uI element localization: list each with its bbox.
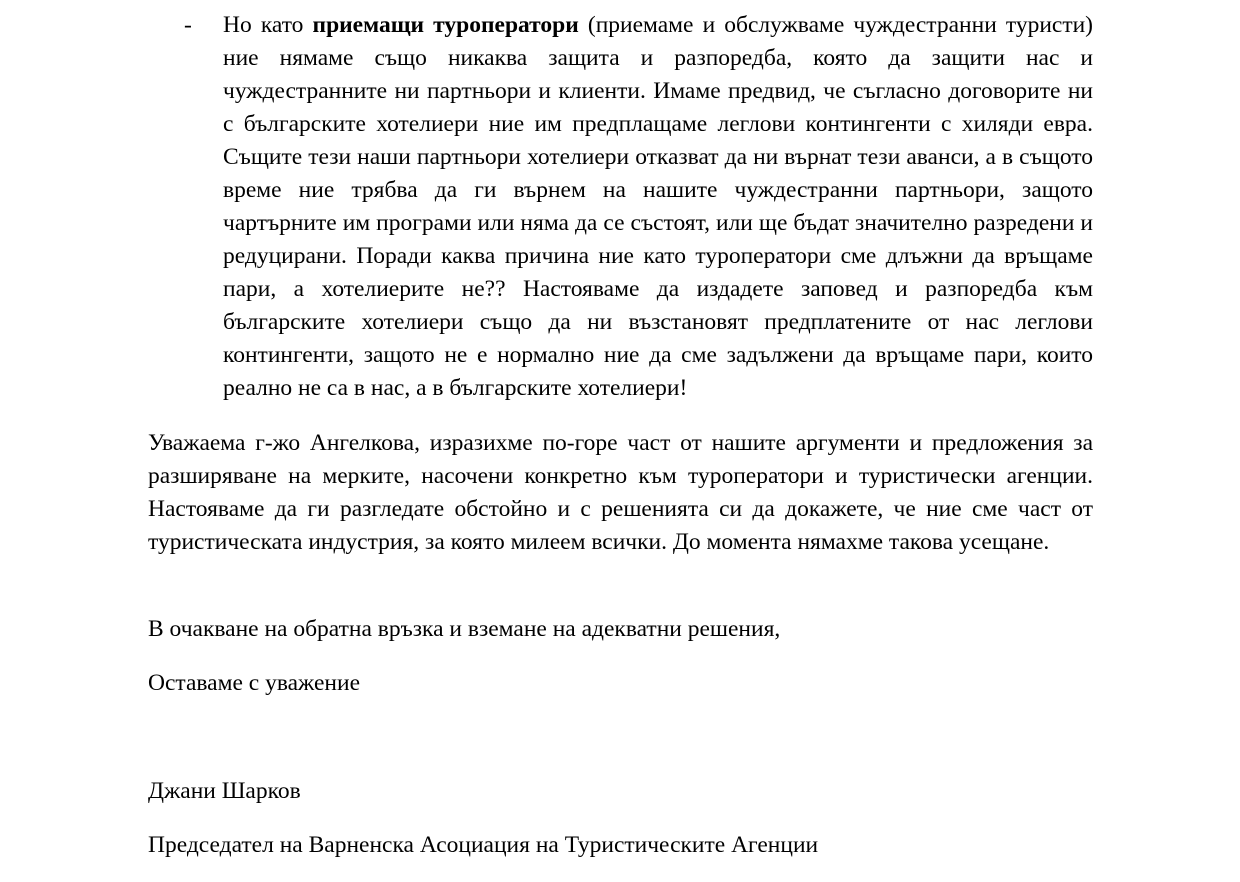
regards-line: Оставаме с уважение <box>148 670 360 696</box>
bullet-body-text: (приемаме и обслужваме чуждестранни туристи) ние нямаме също никаква защита и разпоредба, която да защити нас и чуждестранните ни партньори и клиенти. Имаме предвид, че съгласно договорите ни с българските хотелиери ние им предплащаме леглови контингенти с хиляди евра. Същите тези наши партньори хотелиери отказват да ни върнат тези аванси, а в същото време ние трябва да ги върнем на нашите чуждестранни партньори, защото чартърните им програми или няма да се състоят, или ще бъдат значително разредени и редуцирани. Поради каква причина ние като туроператори сме длъжни да връщаме пари, а хотелиерите не?? Настояваме да издадете заповед и разпоредба към българските хотелиери също да ни възстановят предплатените от нас леглови контингенти, защото не е нормално ние да сме задължени да връщаме пари, които реално не са в нас, а в българските хотелиери! <box>223 12 1094 401</box>
awaiting-line: В очакване на обратна връзка и вземане на адекватни решения, <box>148 616 781 642</box>
signatory-title: Председател на Варненска Асоциация на Туристическите Агенции <box>148 832 819 858</box>
bullet-lead-text: Но като <box>223 12 304 38</box>
bullet-paragraph <box>223 9 1093 405</box>
signatory-name: Джани Шарков <box>148 778 301 804</box>
bullet-marker: - <box>184 12 192 38</box>
bullet-bold-text: приемащи туроператори <box>312 12 579 38</box>
bullet-item <box>148 9 1093 405</box>
closing-paragraph: Уважаема г-жо Ангелкова, изразихме по-горе част от нашите аргументи и предложения за разширяване на мерките, насочени конкретно към туроператори и туристически агенции. Настояваме да ги разгледате обстойно и с решенията си да докажете, че ние сме част от туристическата индустрия, за която милеем всички. До момента нямахме такова усещане. <box>148 430 1093 555</box>
